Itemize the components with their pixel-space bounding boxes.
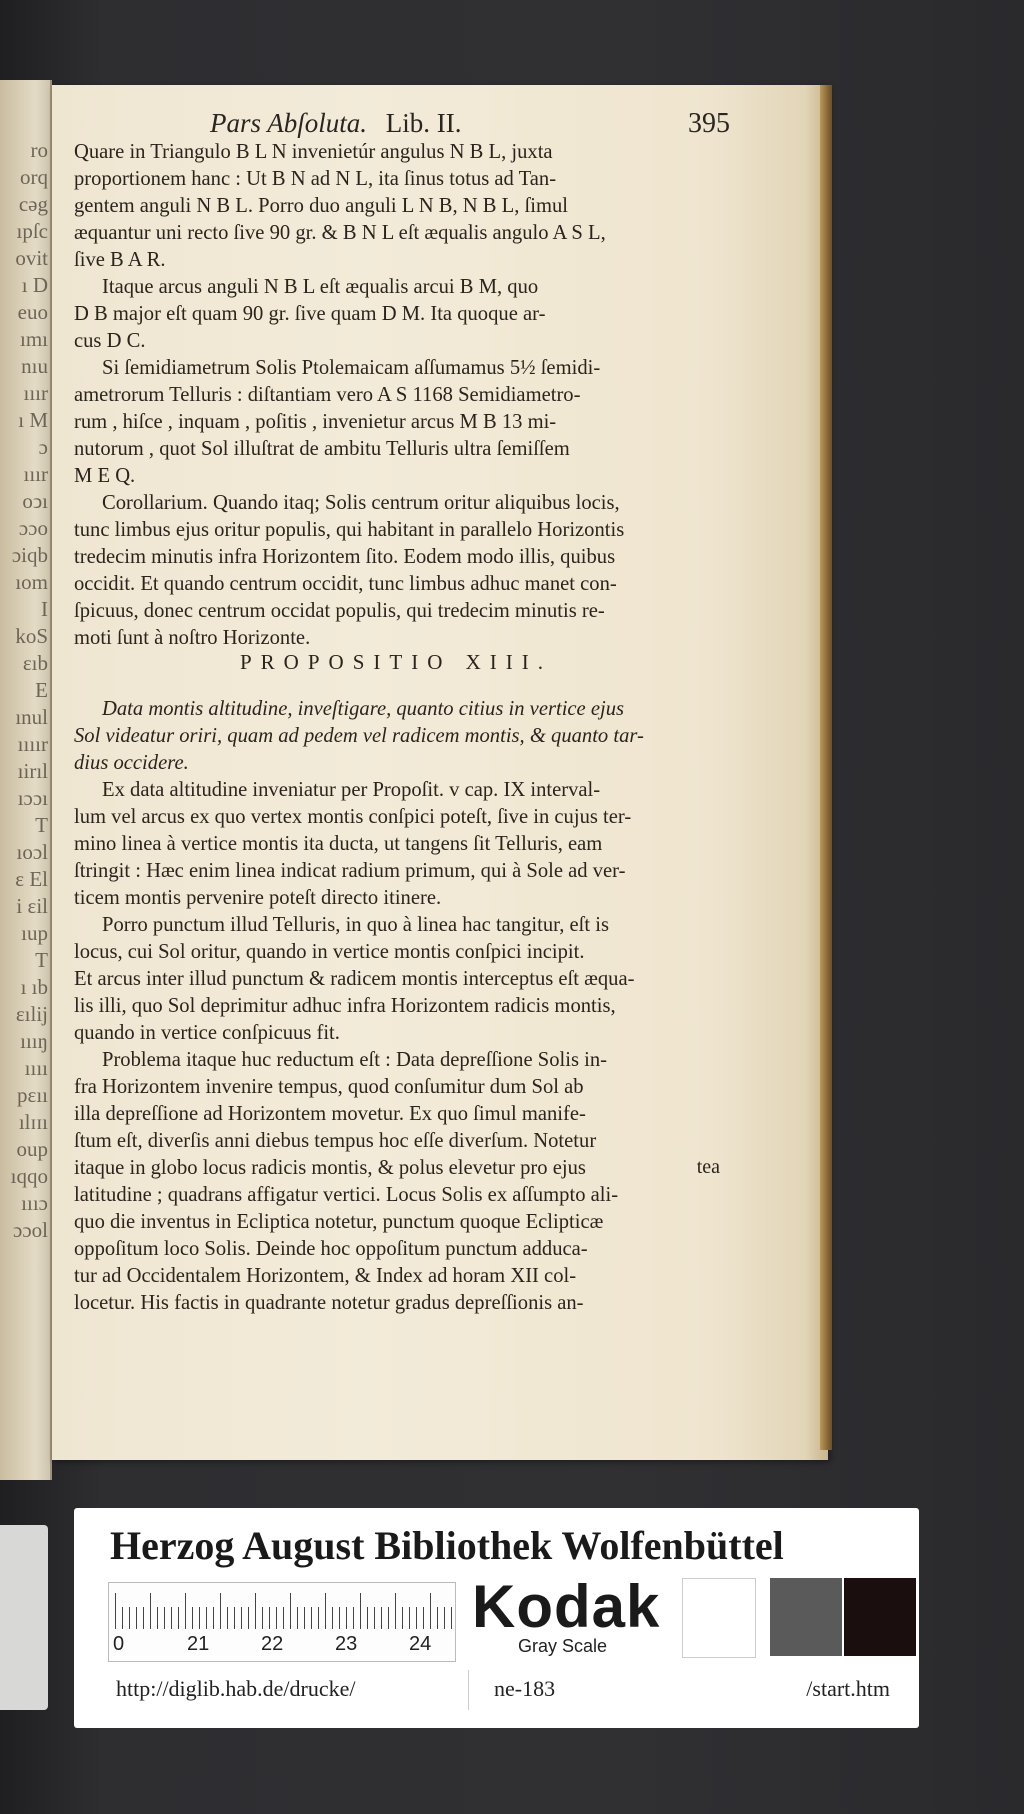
text-line: Problema itaque huc reductum eſt : Data depreſſione Solis in- <box>102 1049 607 1071</box>
text-line: M E Q. <box>74 465 136 487</box>
text-line: tur ad Occidentalem Horizontem, & Index ad horam XII col- <box>74 1265 577 1287</box>
ruler-tick <box>213 1607 214 1629</box>
kodak-logo: Kodak <box>472 1573 661 1640</box>
header-title: Pars Abſoluta. <box>210 108 368 138</box>
text-line: Data montis altitudine, inveſtigare, quanto citius in vertice ejus <box>102 698 625 720</box>
swatch-white <box>682 1578 756 1658</box>
ruler-label: 22 <box>261 1633 284 1655</box>
ruler-tick <box>430 1593 431 1629</box>
adjacent-page-fragment: ıııɔ <box>21 1191 48 1215</box>
text-line: æquantur uni recto ſive 90 gr. & B N L eſt æqualis angulo A S L, <box>74 222 606 244</box>
ruler-tick <box>395 1593 396 1629</box>
adjacent-page-fragment: oup <box>16 1137 48 1161</box>
adjacent-page-fragment: T <box>35 948 48 972</box>
ruler-tick <box>157 1607 158 1629</box>
ruler-tick <box>234 1607 235 1629</box>
text-line: dius occidere. <box>74 752 189 774</box>
adjacent-page-fragment: ıııır <box>17 732 48 756</box>
text-line: ametrorum Telluris : diſtantiam vero A S 1168 Semidiametro- <box>74 384 581 406</box>
text-line: ſtringit : Hæc enim linea indicat radium primum, qui à Sole ad ver- <box>74 860 626 882</box>
adjacent-page-fragment: ovit <box>15 246 48 270</box>
text-line: quo die inventus in Ecliptica notetur, punctum quoque Eclipticæ <box>74 1211 604 1233</box>
adjacent-page-fragment: ɔɔol <box>13 1218 48 1242</box>
ruler-tick <box>451 1607 452 1629</box>
adjacent-page-fragment: ıııı <box>24 1056 48 1080</box>
ruler-label: 21 <box>187 1633 210 1655</box>
ruler-tick <box>276 1607 277 1629</box>
ruler-tick <box>115 1593 116 1629</box>
ruler-tick <box>192 1607 193 1629</box>
ruler-tick <box>416 1607 417 1629</box>
text-line: locetur. His factis in quadrante notetur gradus depreſſionis an- <box>74 1292 584 1314</box>
adjacent-page-fragment: ıɔɔı <box>17 786 48 810</box>
ruler-tick <box>255 1593 256 1629</box>
adjacent-card-edge <box>0 1525 48 1710</box>
text-line: mino linea à vertice montis ita ducta, ut tangens ſit Telluris, eam <box>74 833 603 855</box>
text-line: gentem anguli N B L. Porro duo anguli L N B, N B L, ſimul <box>74 195 569 217</box>
adjacent-page-fragment: nıu <box>21 354 48 378</box>
adjacent-page-fragment: E <box>35 678 48 702</box>
adjacent-page-fragment: ııır <box>23 462 48 486</box>
library-name: Herzog August Bibliothek Wolfenbüttel <box>110 1523 784 1568</box>
ruler-scale <box>108 1582 456 1662</box>
swatch-gray <box>770 1578 842 1656</box>
text-line: rum , hiſce , inquam , poſitis , invenietur arcus M B 13 mi- <box>74 411 557 433</box>
ruler-tick <box>206 1607 207 1629</box>
text-line: ſtum eſt, diverſis anni diebus tempus hoc eſſe diverſum. Notetur <box>74 1130 597 1152</box>
page-edge <box>820 85 832 1450</box>
ruler-tick <box>360 1593 361 1629</box>
adjacent-page-fragment: ı D <box>21 273 48 297</box>
text-line: oppoſitum loco Solis. Deinde hoc oppoſitum punctum adduca- <box>74 1238 588 1260</box>
ruler-tick <box>143 1607 144 1629</box>
text-block-top <box>74 139 724 652</box>
text-line: latitudine ; quadrans affigatur vertici. Locus Solis ex aſſumpto ali- <box>74 1184 619 1206</box>
text-line: nutorum , quot Sol illuſtrat de ambitu Telluris ultra ſemiſſem <box>74 438 570 460</box>
ruler-tick <box>423 1607 424 1629</box>
ruler-tick <box>248 1607 249 1629</box>
ruler-tick <box>304 1607 305 1629</box>
adjacent-page-fragment: T <box>35 813 48 837</box>
adjacent-page-fragment: ı ıb <box>20 975 48 999</box>
adjacent-page-fragment: pɛıı <box>17 1083 48 1107</box>
header-book: Lib. II. <box>385 108 462 138</box>
ruler-tick <box>283 1607 284 1629</box>
text-line: ticem montis pervenire poteſt directo itinere. <box>74 887 442 909</box>
page-number: 395 <box>688 108 730 139</box>
adjacent-page-fragment: ɛılij <box>15 1002 48 1026</box>
ruler-tick <box>381 1607 382 1629</box>
text-line: locus, cui Sol oritur, quando in vertice montis conſpici incipit. <box>74 941 585 963</box>
ruler-tick <box>332 1607 333 1629</box>
adjacent-page-strip <box>0 80 52 1480</box>
ruler-label: 24 <box>409 1633 432 1655</box>
adjacent-page-fragment: ıqqo <box>10 1164 48 1188</box>
adjacent-page-fragment: ɔ <box>38 435 48 459</box>
ruler-tick <box>339 1607 340 1629</box>
ruler-tick <box>241 1607 242 1629</box>
ruler-tick <box>129 1607 130 1629</box>
ruler-tick <box>122 1607 123 1629</box>
ruler-tick <box>437 1607 438 1629</box>
text-line: Si ſemidiametrum Solis Ptolemaicam aſſumamus 5½ ſemidi- <box>102 357 601 379</box>
adjacent-page-fragment: ıirıl <box>17 759 48 783</box>
url-left: http://diglib.hab.de/drucke/ <box>116 1676 356 1701</box>
ruler-tick <box>269 1607 270 1629</box>
adjacent-page-fragment: ılɪɪı <box>18 1110 48 1134</box>
ruler-tick <box>171 1607 172 1629</box>
catchword: tea <box>696 1156 720 1178</box>
ruler-tick <box>220 1593 221 1629</box>
ruler-tick <box>409 1607 410 1629</box>
text-line: ſive B A R. <box>74 249 166 271</box>
ruler-tick <box>227 1607 228 1629</box>
adjacent-page-fragment: I <box>41 597 48 621</box>
url-right: /start.htm <box>806 1676 890 1701</box>
swatch-black <box>844 1578 916 1656</box>
ruler-label: 0 <box>113 1633 125 1655</box>
text-line: fra Horizontem invenire tempus, quod conſumitur dum Sol ab <box>74 1076 584 1098</box>
text-line: Sol videatur oriri, quam ad pedem vel radicem montis, & quanto tar- <box>74 725 644 747</box>
text-line: Ex data altitudine inveniatur per Propoſit. v cap. IX interval- <box>102 779 601 801</box>
adjacent-page-fragment: ımı <box>19 327 48 351</box>
text-line: quando in vertice conſpicuus fit. <box>74 1022 340 1044</box>
text-line: Et arcus inter illud punctum & radicem montis interceptus eſt æqua- <box>74 968 635 990</box>
adjacent-page-fragment: cəg <box>18 192 48 216</box>
ruler-tick <box>353 1607 354 1629</box>
text-line: itaque in globo locus radicis montis, & polus elevetur pro ejus <box>74 1157 586 1179</box>
ruler-tick <box>325 1593 326 1629</box>
text-line: Porro punctum illud Telluris, in quo à linea hac tangitur, eſt is <box>102 914 609 936</box>
adjacent-page-fragment: ıoɔl <box>16 840 48 864</box>
ruler-tick <box>136 1607 137 1629</box>
ruler-tick <box>367 1607 368 1629</box>
adjacent-page-fragment: ıııŋ <box>20 1029 48 1053</box>
ruler-tick <box>178 1607 179 1629</box>
ruler-tick <box>164 1607 165 1629</box>
text-line: tunc limbus ejus oritur populis, qui habitant in parallelo Horizontis <box>74 519 625 541</box>
proposition-heading: PROPOSITIO XIII. <box>240 650 552 674</box>
ruler-tick <box>311 1607 312 1629</box>
adjacent-page-fragment: ı M <box>18 408 48 432</box>
adjacent-page-fragment: ɛ El <box>15 867 48 891</box>
adjacent-page-fragment: ɔɔo <box>18 516 48 540</box>
ruler-tick <box>388 1607 389 1629</box>
calibration-card <box>74 1508 919 1728</box>
text-line: moti ſunt à noſtro Horizonte. <box>74 627 311 649</box>
text-line: tredecim minutis infra Horizontem ſito. Eodem modo illis, quibus <box>74 546 616 568</box>
ruler-label: 23 <box>335 1633 358 1655</box>
text-line: lum vel arcus ex quo vertex montis conſpici poteſt, ſive in cujus ter- <box>74 806 632 828</box>
ruler-tick <box>374 1607 375 1629</box>
ruler-tick <box>318 1607 319 1629</box>
ruler-tick <box>262 1607 263 1629</box>
adjacent-page-fragment: ııır <box>23 381 48 405</box>
adjacent-page-fragment: ɔiqb <box>11 543 48 567</box>
ruler-tick <box>150 1593 151 1629</box>
text-block-bottom <box>74 696 724 1317</box>
ruler-tick <box>199 1607 200 1629</box>
adjacent-page-fragment: koS <box>15 624 48 648</box>
ruler-tick <box>444 1607 445 1629</box>
adjacent-page-fragment: orq <box>20 165 48 189</box>
text-line: D B major eſt quam 90 gr. ſive quam D M. Ita quoque ar- <box>74 303 546 325</box>
text-line: occidit. Et quando centrum occidit, tunc limbus adhuc manet con- <box>74 573 617 595</box>
text-line: cus D C. <box>74 330 146 352</box>
ruler-tick <box>290 1593 291 1629</box>
adjacent-page-fragment: ıup <box>21 921 48 945</box>
adjacent-page-fragment: ɛıb <box>22 651 48 675</box>
text-line: Quare in Triangulo B L N invenietúr angulus N B L, juxta <box>74 141 553 163</box>
text-line: illa depreſſione ad Horizontem movetur. Ex quo ſimul manife- <box>74 1103 586 1125</box>
adjacent-page-fragment: euo <box>17 300 48 324</box>
running-header <box>210 108 730 142</box>
ruler-tick <box>185 1593 186 1629</box>
gray-scale-label: Gray Scale <box>518 1636 608 1656</box>
text-line: ſpicuus, donec centrum occidat populis, qui tredecim minutis re- <box>74 600 605 622</box>
url-middle: ne-183 <box>494 1676 556 1701</box>
adjacent-page-fragment: ro <box>30 138 48 162</box>
adjacent-page-fragment: ıpſc <box>16 219 48 243</box>
text-line: proportionem hanc : Ut B N ad N L, ita ſinus totus ad Tan- <box>74 168 557 190</box>
ruler-tick <box>346 1607 347 1629</box>
ruler-tick <box>402 1607 403 1629</box>
adjacent-page-fragment: ınul <box>15 705 48 729</box>
adjacent-page-fragment: ıom <box>15 570 48 594</box>
text-line: Corollarium. Quando itaq; Solis centrum oritur aliquibus locis, <box>102 492 620 514</box>
ruler-tick <box>297 1607 298 1629</box>
adjacent-page-fragment: i ɛil <box>16 894 48 918</box>
text-line: Itaque arcus anguli N B L eſt æqualis arcui B M, quo <box>102 276 539 298</box>
adjacent-page-fragment: oↄı <box>22 489 48 513</box>
text-line: lis illi, quo Sol deprimitur adhuc infra Horizontem radicis montis, <box>74 995 616 1017</box>
